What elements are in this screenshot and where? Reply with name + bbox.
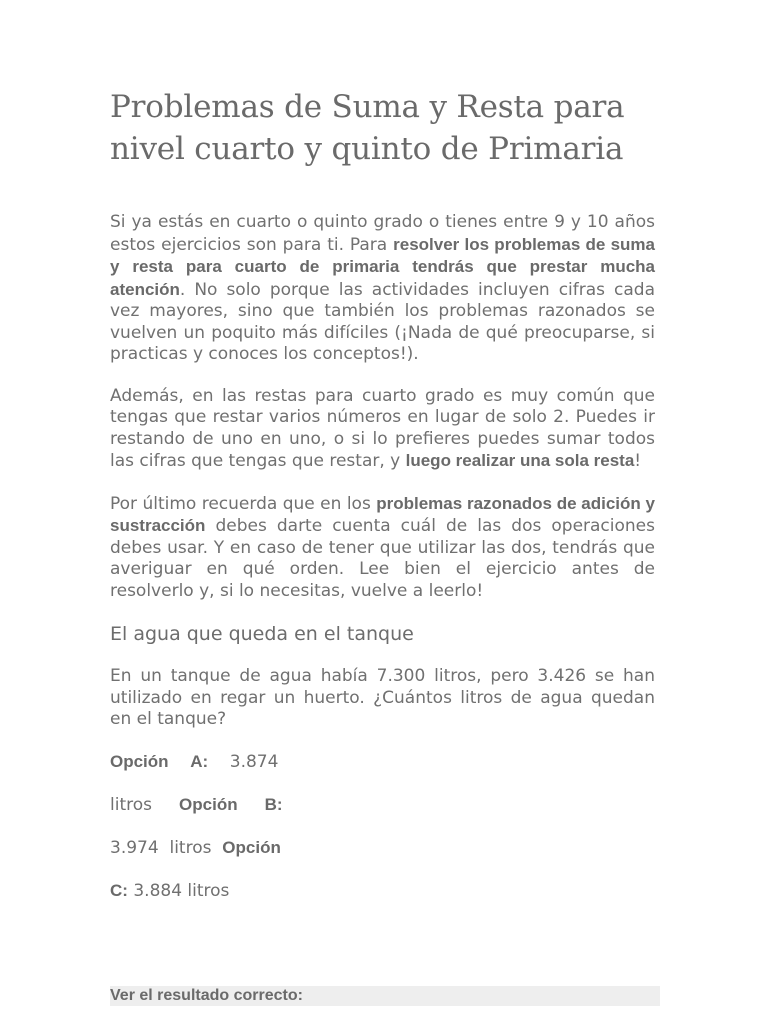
highlight-text: resolver los problemas de suma y resta para cuarto de primaria tendrás que prestar mucha atención bbox=[110, 234, 655, 299]
option-line: litros Opción B: bbox=[110, 794, 283, 815]
intro-paragraph: Si ya estás en cuarto o quinto grado o tienes entre 9 y 10 años estos ejercicios son para ti. Para resolver los problemas de suma y resta para cuarto de primaria tendrás que prestar mucha atención. No solo porque las actividades incluyen cifras cada vez mayores, sino que también los problemas razonados se vuelven un poquito más difíciles (¡Nada de qué preocuparse, si practicas y conoces los conceptos!). bbox=[110, 212, 655, 364]
section-heading: El agua que queda en el tanque bbox=[110, 623, 414, 645]
option-line: Opción A: 3.874 bbox=[110, 751, 279, 772]
problem-text: En un tanque de agua había 7.300 litros, pero 3.426 se han utilizado en regar un huerto. ¿Cuántos litros de agua quedan en el tanque? bbox=[110, 666, 655, 729]
option-line: 3.974 litros Opción bbox=[110, 837, 281, 858]
option-line: C: 3.884 litros bbox=[110, 880, 230, 901]
article bbox=[110, 86, 655, 902]
answer-options bbox=[110, 751, 655, 902]
page-title: Problemas de Suma y Resta para nivel cuarto y quinto de Primaria bbox=[110, 89, 625, 167]
show-result-link[interactable]: Ver el resultado correcto: bbox=[110, 986, 660, 1006]
highlight-text: problemas razonados de adición y sustracción bbox=[110, 493, 655, 535]
highlight-text: luego realizar una sola resta bbox=[405, 451, 635, 470]
subtraction-paragraph: Además, en las restas para cuarto grado es muy común que tengas que restar varios números en lugar de solo 2. Puedes ir restando de uno en uno, o si lo prefieres puedes sumar todos las cifras que tengas que restar, y luego realizar una sola resta! bbox=[110, 385, 655, 471]
reasoning-paragraph: Por último recuerda que en los problemas razonados de adición y sustracción debes darte cuenta cuál de las dos operaciones debes usar. Y en caso de tener que utilizar las dos, tendrás que averiguar en qué orden. Lee bien el ejercicio antes de resolverlo y, si lo necesitas, vuelve a leerlo! bbox=[110, 493, 655, 601]
